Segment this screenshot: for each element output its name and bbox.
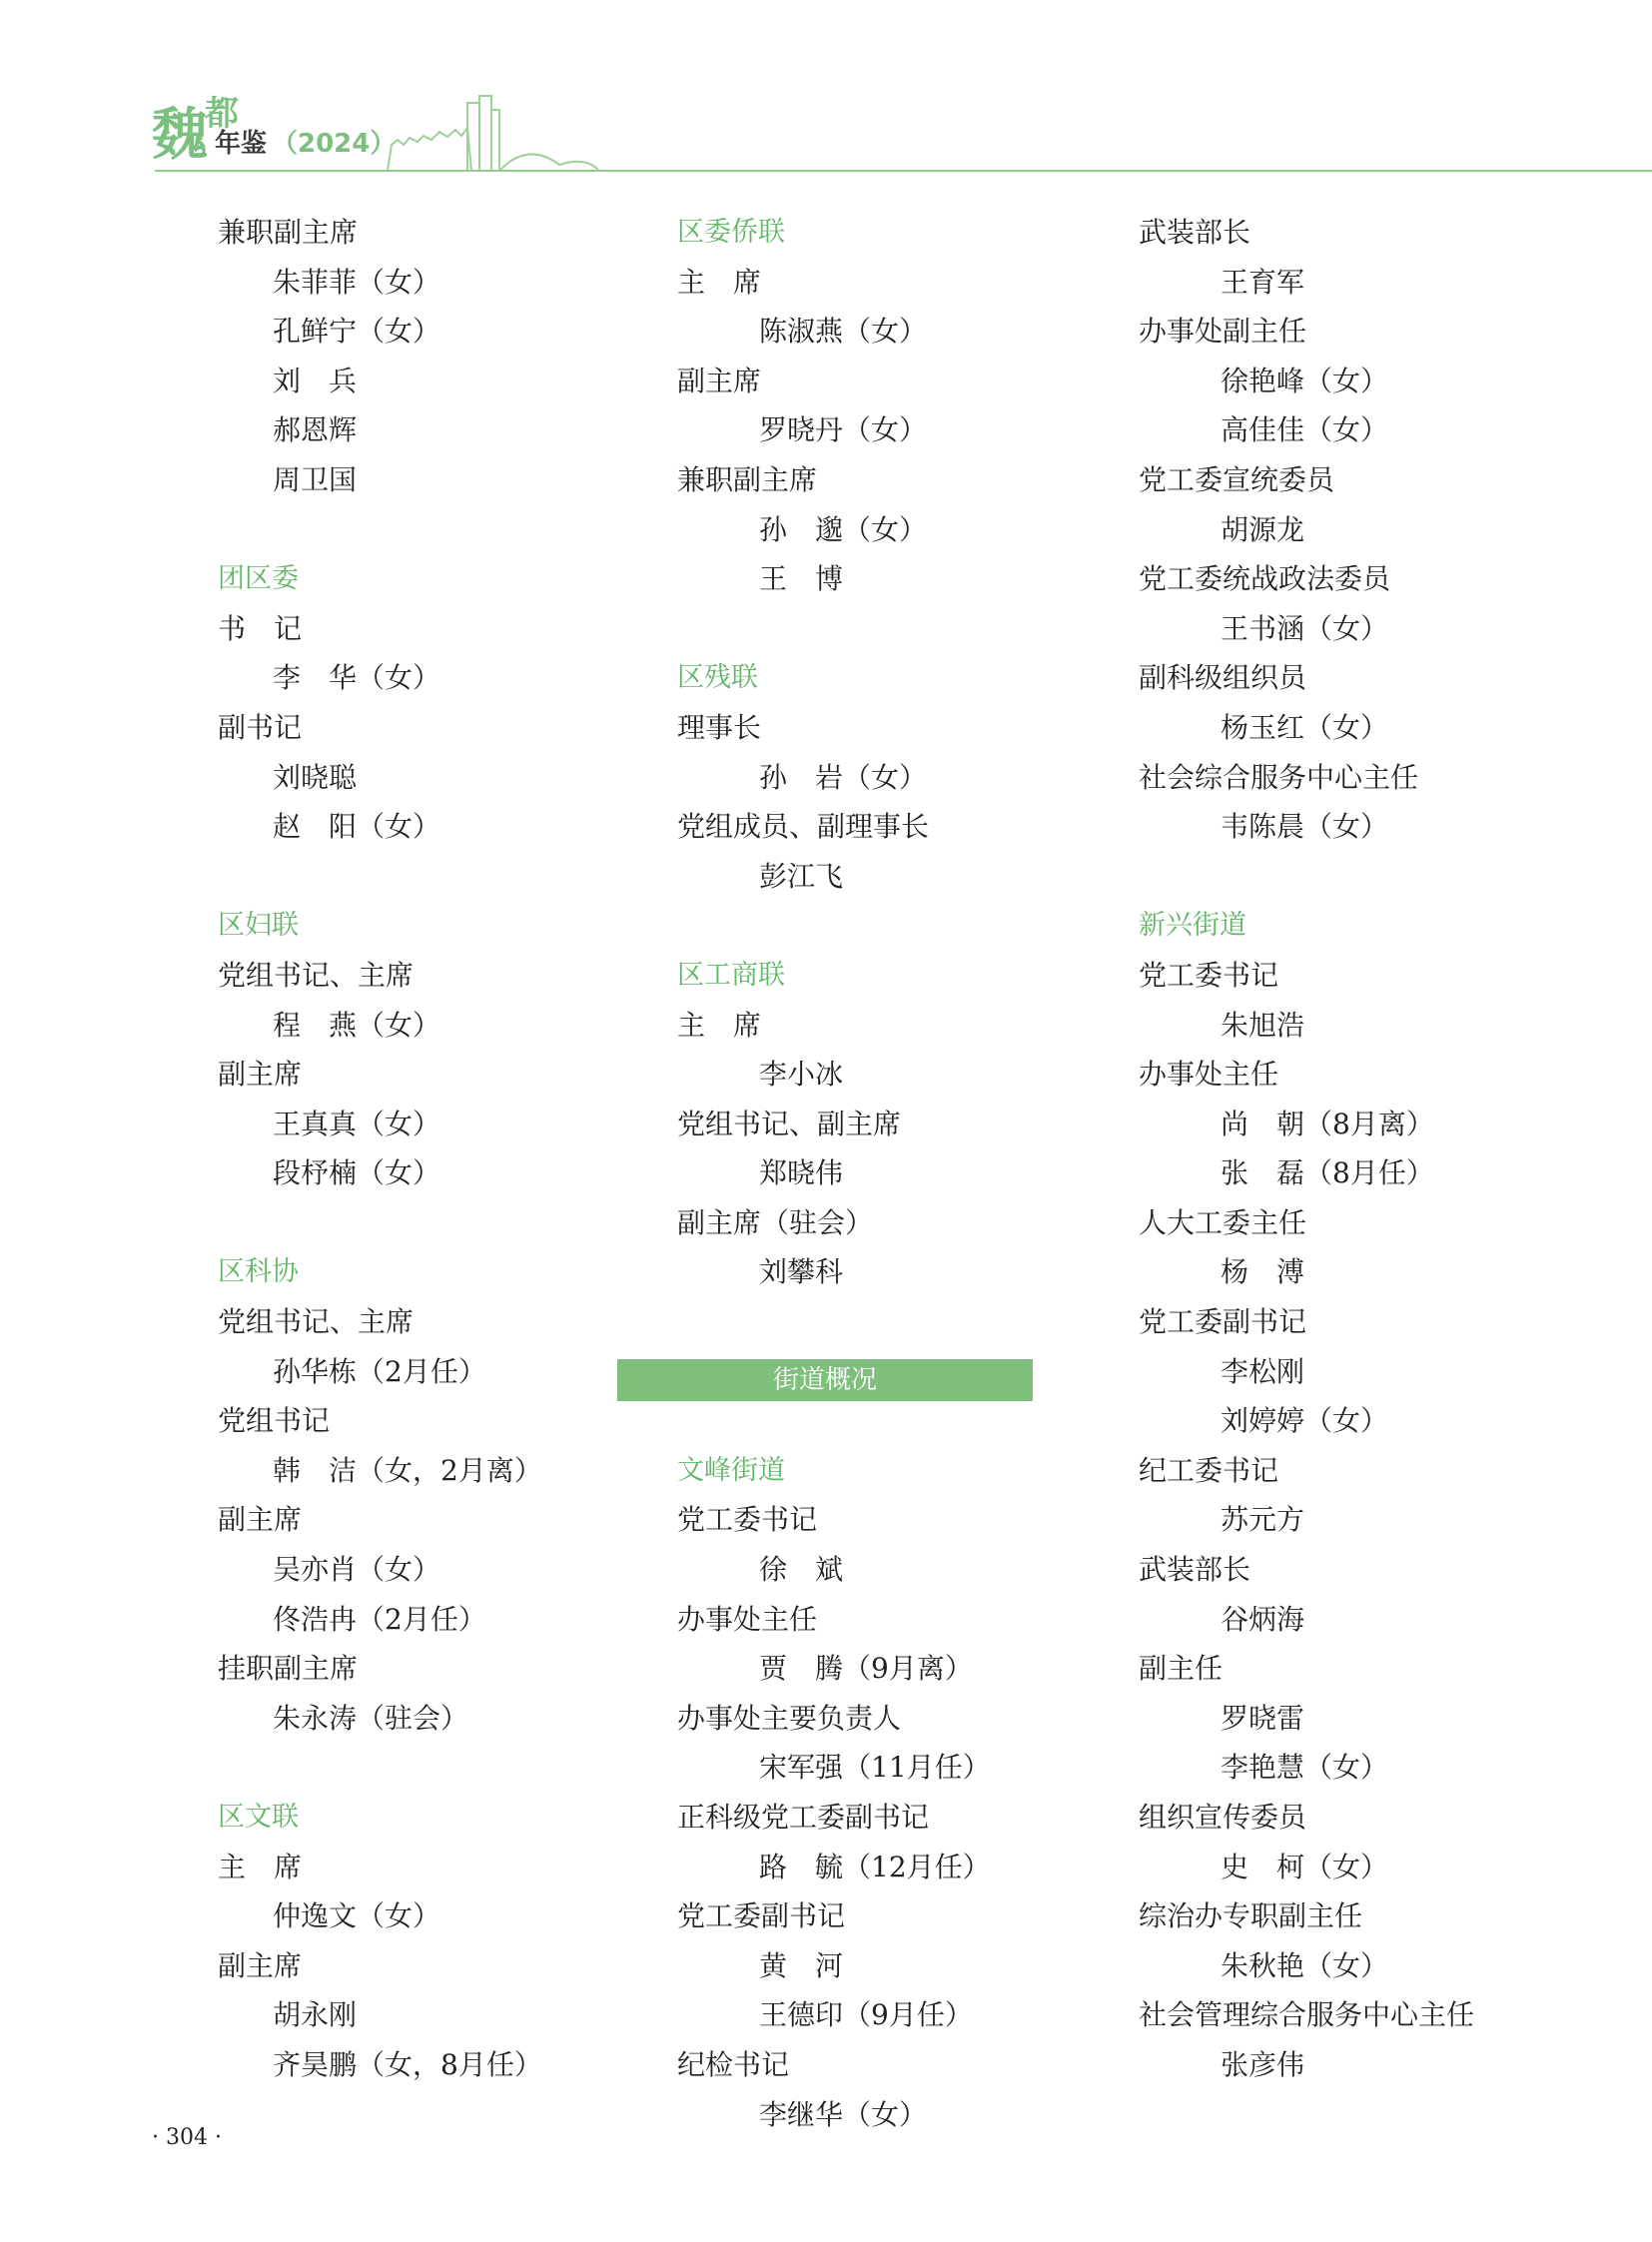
section-heading: 区妇联	[218, 910, 299, 942]
person-name: 陈淑燕（女）	[759, 315, 928, 349]
page-number: · 304 ·	[152, 2125, 222, 2150]
logo-year: （2024）	[272, 129, 397, 159]
column-left	[218, 208, 677, 2090]
position-title: 副主席	[677, 364, 762, 397]
position-title: 副主席（驻会）	[677, 1205, 874, 1239]
person-name: 徐 斌	[759, 1553, 844, 1587]
section-heading: 区委侨联	[677, 217, 785, 248]
position-title: 纪检书记	[677, 2047, 790, 2081]
section-heading: 文峰街道	[677, 1454, 785, 1486]
person-name: 刘攀科	[759, 1255, 844, 1289]
position-title: 主 席	[677, 1008, 762, 1042]
position-title: 武装部长	[1139, 216, 1251, 249]
person-name: 李松刚	[1221, 1354, 1305, 1388]
person-name: 路 毓（12月任）	[759, 1850, 991, 1883]
person-name: 朱秋艳（女）	[1221, 1948, 1389, 1982]
position-title: 党工委书记	[677, 1503, 818, 1537]
person-name: 朱永涛（驻会）	[273, 1701, 469, 1735]
position-title: 武装部长	[1139, 1553, 1251, 1587]
person-name: 王书涵（女）	[1221, 611, 1389, 645]
person-name: 吴亦肖（女）	[273, 1553, 441, 1587]
position-title: 办事处主要负责人	[677, 1701, 902, 1735]
position-title: 书 记	[218, 611, 303, 645]
position-title: 党工委副书记	[677, 1899, 846, 1933]
position-title: 办事处主任	[677, 1602, 818, 1636]
section-heading: 区科协	[218, 1256, 299, 1288]
person-name: 苏元方	[1221, 1503, 1305, 1537]
section-heading: 区残联	[677, 662, 758, 694]
person-name: 张 磊（8月任）	[1221, 1156, 1434, 1190]
person-name: 黄 河	[759, 1948, 844, 1982]
person-name: 周卫国	[273, 462, 358, 496]
person-name: 贾 腾（9月离）	[759, 1652, 973, 1686]
spacer	[677, 604, 1137, 654]
skyline-decoration	[0, 0, 1652, 190]
column-right	[1139, 208, 1598, 2090]
column-middle	[677, 208, 1137, 2139]
person-name: 李继华（女）	[759, 2097, 928, 2131]
person-name: 王 博	[759, 562, 844, 596]
person-name: 韦陈晨（女）	[1221, 810, 1389, 844]
position-title: 理事长	[677, 710, 762, 744]
person-name: 李 华（女）	[273, 661, 441, 695]
person-name: 王真真（女）	[273, 1107, 441, 1140]
spacer	[677, 901, 1137, 951]
position-title: 办事处主任	[1139, 1058, 1279, 1092]
section-heading: 区文联	[218, 1802, 299, 1833]
person-name: 高佳佳（女）	[1221, 413, 1389, 447]
position-title: 正科级党工委副书记	[677, 1801, 930, 1834]
position-title: 兼职副主席	[677, 462, 818, 496]
person-name: 胡源龙	[1221, 512, 1305, 546]
section-heading: 团区委	[218, 563, 299, 595]
person-name: 朱菲菲（女）	[273, 265, 441, 299]
position-title: 组织宣传委员	[1139, 1801, 1307, 1834]
person-name: 张彦伟	[1221, 2047, 1305, 2081]
position-title: 党工委副书记	[1139, 1305, 1307, 1339]
spacer	[677, 1396, 1137, 1446]
logo-nianjian: 年鉴	[215, 129, 268, 159]
position-title: 人大工委主任	[1139, 1205, 1307, 1239]
person-name: 罗晓丹（女）	[759, 413, 928, 447]
person-name: 韩 洁（女，2月离）	[273, 1453, 542, 1487]
person-name: 赵 阳（女）	[273, 810, 441, 844]
person-name: 王德印（9月任）	[759, 1998, 973, 2032]
person-name: 史 柯（女）	[1221, 1850, 1389, 1883]
position-title: 党组书记、副主席	[677, 1107, 902, 1140]
position-title: 副科级组织员	[1139, 661, 1307, 695]
position-title: 主 席	[218, 1850, 303, 1883]
person-name: 罗晓雷	[1221, 1701, 1305, 1735]
position-title: 社会管理综合服务中心主任	[1139, 1998, 1475, 2032]
position-title: 党工委书记	[1139, 958, 1279, 992]
chapter-banner-title: 街道概况	[617, 1359, 1033, 1401]
position-title: 副主席	[218, 1503, 303, 1537]
person-name: 胡永刚	[273, 1998, 358, 2032]
person-name: 朱旭浩	[1221, 1008, 1305, 1042]
spacer	[218, 852, 677, 902]
person-name: 徐艳峰（女）	[1221, 364, 1389, 397]
person-name: 宋军强（11月任）	[759, 1751, 991, 1785]
position-title: 副主席	[218, 1948, 303, 1982]
spacer	[677, 1297, 1137, 1347]
spacer	[218, 1743, 677, 1793]
person-name: 刘 兵	[273, 364, 358, 397]
person-name: 李小冰	[759, 1058, 844, 1092]
person-name: 仲逸文（女）	[273, 1899, 441, 1933]
spacer	[1139, 852, 1598, 902]
person-name: 孙 岩（女）	[759, 760, 928, 794]
person-name: 刘晓聪	[273, 760, 358, 794]
person-name: 刘婷婷（女）	[1221, 1404, 1389, 1438]
logo-wei-char: 魏	[152, 103, 208, 168]
person-name: 杨 溥	[1221, 1255, 1305, 1289]
section-heading: 区工商联	[677, 959, 785, 991]
person-name: 彭江飞	[759, 859, 844, 893]
person-name: 王育军	[1221, 265, 1305, 299]
person-name: 尚 朝（8月离）	[1221, 1107, 1434, 1140]
person-name: 齐昊鹏（女，8月任）	[273, 2047, 542, 2081]
position-title: 综治办专职副主任	[1139, 1899, 1363, 1933]
chapter-banner	[617, 1347, 1137, 1397]
person-name: 杨玉红（女）	[1221, 710, 1389, 744]
position-title: 党工委统战政法委员	[1139, 562, 1391, 596]
person-name: 郑晓伟	[759, 1156, 844, 1190]
page-header	[0, 0, 1652, 190]
person-name: 段杼楠（女）	[273, 1156, 441, 1190]
position-title: 主 席	[677, 265, 762, 299]
position-title: 党组书记、主席	[218, 1305, 414, 1339]
logo-du-char: 都	[205, 94, 239, 134]
person-name: 孔鲜宁（女）	[273, 315, 441, 349]
position-title: 办事处副主任	[1139, 315, 1307, 349]
section-heading: 新兴街道	[1139, 910, 1246, 942]
spacer	[218, 1198, 677, 1248]
person-name: 李艳慧（女）	[1221, 1751, 1389, 1785]
person-name: 郝恩辉	[273, 413, 358, 447]
position-title: 兼职副主席	[218, 216, 359, 249]
position-title: 副主席	[218, 1058, 303, 1092]
position-title: 挂职副主席	[218, 1652, 359, 1686]
person-name: 佟浩冉（2月任）	[273, 1602, 486, 1636]
position-title: 副书记	[218, 710, 303, 744]
person-name: 程 燕（女）	[273, 1008, 441, 1042]
position-title: 党组成员、副理事长	[677, 810, 930, 844]
person-name: 谷炳海	[1221, 1602, 1305, 1636]
position-title: 党组书记、主席	[218, 958, 414, 992]
position-title: 社会综合服务中心主任	[1139, 760, 1419, 794]
position-title: 副主任	[1139, 1652, 1224, 1686]
position-title: 党工委宣统委员	[1139, 462, 1335, 496]
person-name: 孙 邈（女）	[759, 512, 928, 546]
spacer	[218, 505, 677, 555]
position-title: 党组书记	[218, 1404, 331, 1438]
person-name: 孙华栋（2月任）	[273, 1354, 486, 1388]
position-title: 纪工委书记	[1139, 1453, 1279, 1487]
